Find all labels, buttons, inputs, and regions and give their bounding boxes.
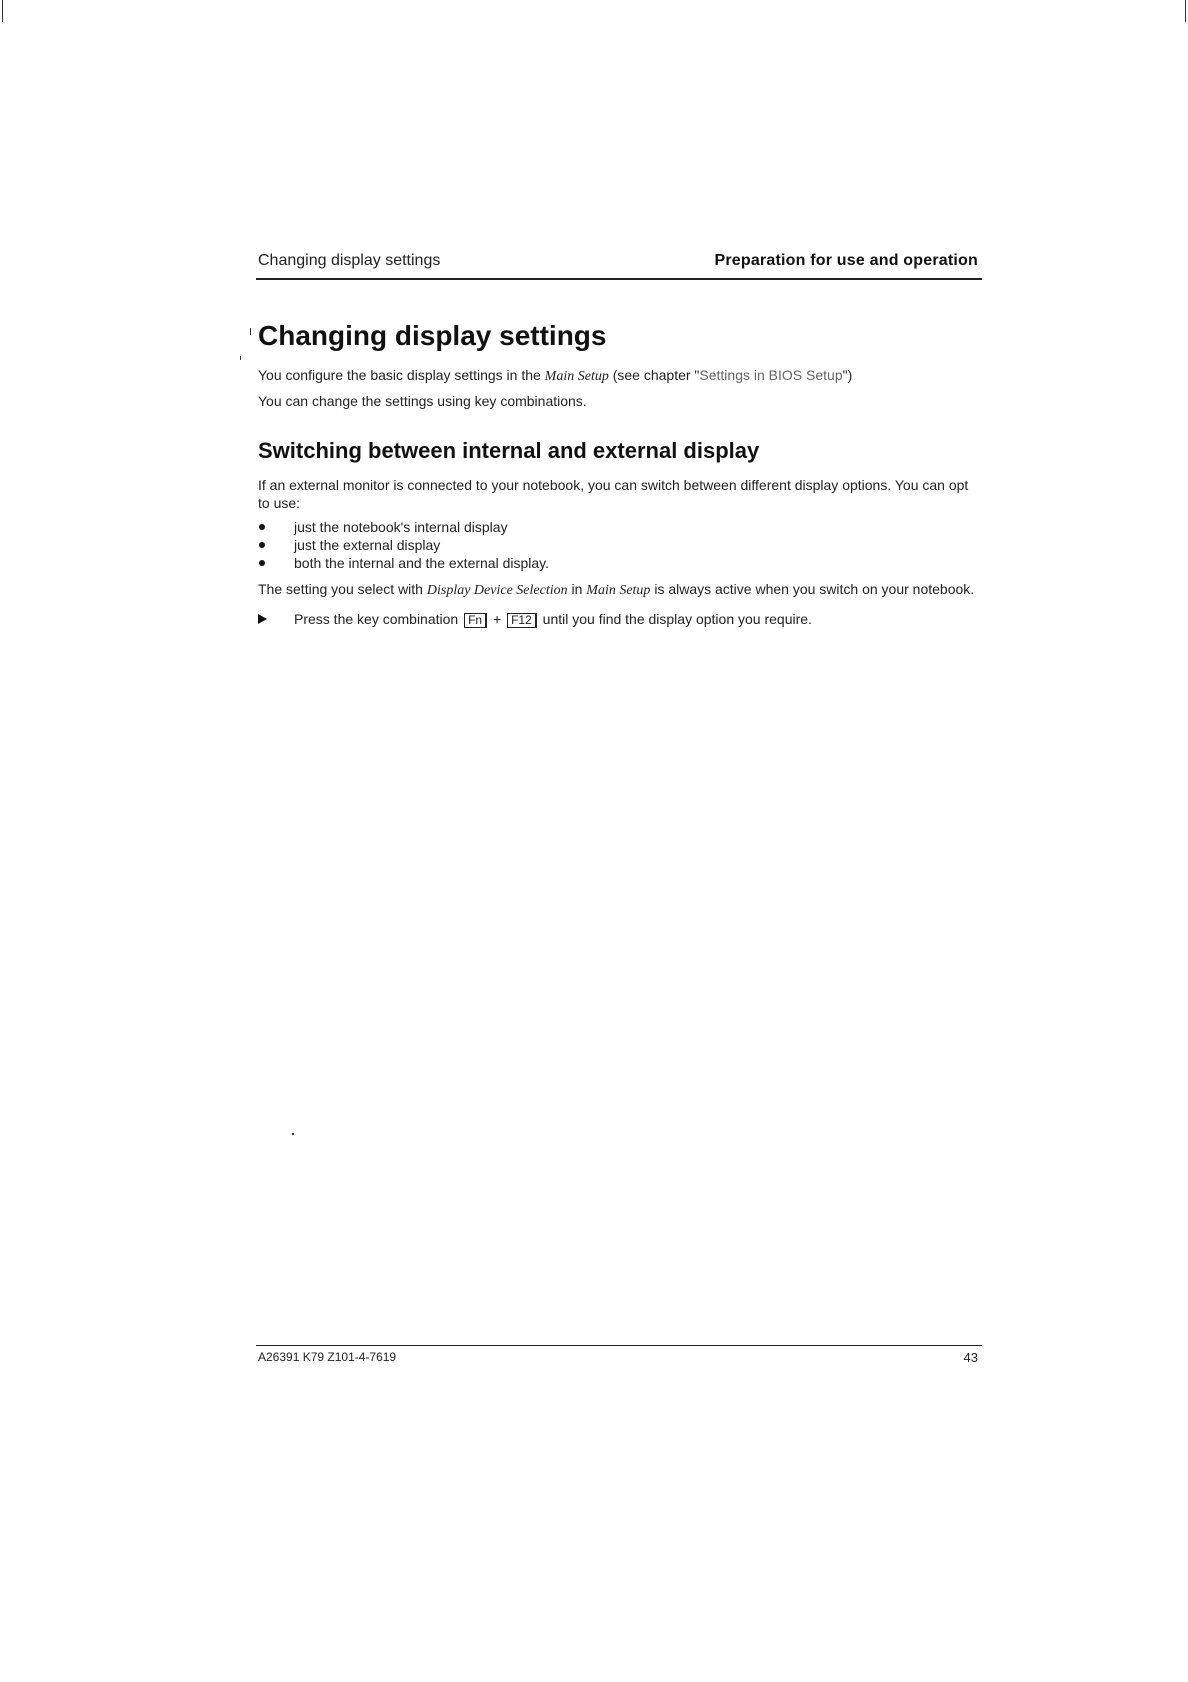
intro-paragraph-1	[258, 366, 982, 386]
intro-text-b: (see chapter "	[608, 367, 700, 383]
step-plus: +	[489, 611, 506, 627]
setting-text-c: is always active when you switch on your notebook.	[650, 581, 975, 597]
list-item	[258, 518, 982, 536]
display-device-selection: Display Device Selection	[426, 583, 568, 598]
section-paragraph: If an external monitor is connected to your notebook, you can switch between different display options. You can opt to use:	[258, 477, 969, 511]
document-code: A26391 K79 Z101-4-7619	[258, 1350, 397, 1364]
instruction-step	[258, 610, 982, 628]
document-page	[256, 250, 982, 628]
page-number: 43	[963, 1350, 978, 1365]
scan-edge-mark-left	[2, 0, 3, 22]
margin-tick	[250, 328, 251, 335]
scan-speck	[292, 1133, 294, 1135]
intro-text-c: ")	[842, 367, 853, 383]
intro-main-setup: Main Setup	[544, 369, 609, 384]
step-text-a: Press the key combination	[294, 611, 463, 627]
step-text-b: until you find the display option you require.	[538, 611, 812, 627]
scan-edge-mark-right	[1185, 0, 1186, 22]
bullet-icon	[259, 542, 265, 548]
running-header	[256, 250, 982, 280]
setting-text-b: in	[567, 581, 587, 597]
step-arrow-icon	[258, 614, 267, 624]
fn-key: Fn	[464, 613, 487, 628]
chapter-title	[258, 320, 982, 352]
list-item	[258, 536, 982, 554]
list-item-text: just the external display	[294, 537, 441, 553]
page-footer	[256, 1345, 982, 1376]
main-setup-reference: Main Setup	[586, 583, 651, 598]
display-options-list	[258, 518, 982, 572]
intro-chapter-reference: Settings in BIOS Setup	[699, 367, 843, 383]
running-header-left: Changing display settings	[258, 252, 441, 269]
section-title: Switching between internal and external display	[258, 438, 760, 463]
running-header-right: Preparation for use and operation	[714, 252, 978, 269]
scan-speck	[240, 356, 241, 360]
intro-text-a: You configure the basic display settings in the	[258, 367, 545, 383]
list-item-text: both the internal and the external display.	[294, 555, 550, 571]
f12-key: F12	[507, 613, 537, 628]
chapter-title-text: Changing display settings	[258, 320, 607, 351]
setting-paragraph	[258, 580, 982, 600]
list-item	[258, 554, 982, 572]
intro-paragraph-2: You can change the settings using key combinations.	[258, 393, 587, 409]
setting-text-a: The setting you select with	[258, 581, 427, 597]
list-item-text: just the notebook's internal display	[294, 519, 508, 535]
bullet-icon	[259, 524, 265, 530]
bullet-icon	[259, 560, 265, 566]
